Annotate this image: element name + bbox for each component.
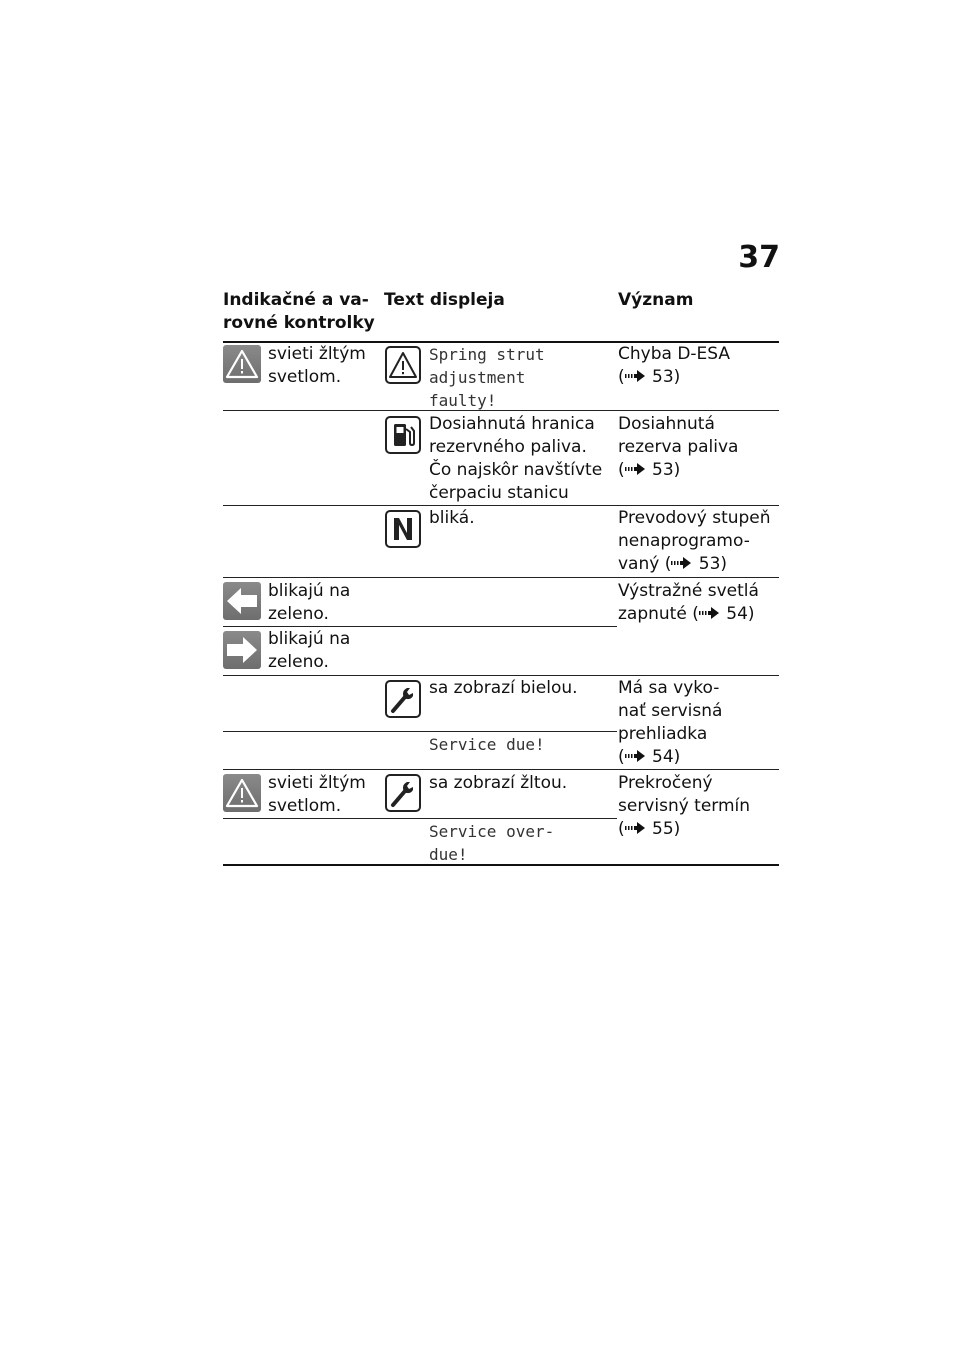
r3-meaning-line2: nenaprogramo- bbox=[618, 531, 750, 551]
r3-meaning-line1: Prevodový stupeň bbox=[618, 508, 771, 528]
r6-indicator-line2: svetlom. bbox=[268, 796, 342, 816]
r1-display-line2: adjustment bbox=[429, 368, 526, 387]
r4-reference[interactable]: ( 54) bbox=[692, 604, 755, 624]
r1-indicator-text bbox=[268, 343, 366, 389]
r4-meaning-line2-text: zapnuté bbox=[618, 604, 687, 624]
neutral-gear-icon bbox=[385, 510, 421, 548]
r6-reference-page: 55) bbox=[652, 819, 681, 839]
r4-reference-page: 54) bbox=[726, 604, 755, 624]
r2-display-line3: Čo najskôr navštívte bbox=[429, 460, 603, 480]
r2-display-text bbox=[429, 413, 602, 505]
r6-meaning-line2: servisný termín bbox=[618, 796, 751, 816]
r4b-indicator-line2: zeleno. bbox=[268, 652, 329, 672]
r6-display-b-line1: Service over- bbox=[429, 822, 555, 841]
wrench-icon bbox=[385, 680, 421, 718]
turn-right-arrow-icon bbox=[223, 631, 261, 669]
r4b-indicator-line1: blikajú na bbox=[268, 629, 351, 649]
r1-display-line1: Spring strut bbox=[429, 345, 545, 364]
r4-meaning-line1: Výstražné svetlá bbox=[618, 581, 759, 601]
r6-display-text-b bbox=[429, 820, 554, 866]
r2-reference[interactable]: ( 53) bbox=[618, 460, 681, 480]
r4a-indicator-line1: blikajú na bbox=[268, 581, 351, 601]
table-rule bbox=[223, 675, 779, 676]
r5-reference-page: 54) bbox=[652, 747, 681, 767]
r6-reference[interactable]: ( 55) bbox=[618, 819, 681, 839]
r6-meaning-line1: Prekročený bbox=[618, 773, 713, 793]
r6-display-b-line2: due! bbox=[429, 845, 468, 864]
page-reference-arrow-icon bbox=[671, 556, 693, 570]
r5-meaning-line2: nať servisná bbox=[618, 701, 723, 721]
fuel-pump-icon bbox=[385, 416, 421, 454]
r5-display-text-a: sa zobrazí bielou. bbox=[429, 678, 578, 698]
warning-triangle-icon bbox=[223, 774, 261, 812]
wrench-icon bbox=[385, 774, 421, 812]
page-reference-arrow-icon bbox=[625, 462, 647, 476]
r3-reference[interactable]: ( 53) bbox=[664, 554, 728, 574]
header-indicators-line1: Indikačné a va- bbox=[223, 290, 369, 310]
r6-indicator-text bbox=[268, 772, 366, 818]
r1-display-line3: faulty! bbox=[429, 391, 497, 410]
r3-reference-page: 53) bbox=[698, 554, 728, 574]
r5-reference[interactable]: ( 54) bbox=[618, 747, 681, 767]
table-rule bbox=[223, 818, 617, 819]
r1-reference[interactable]: ( 53) bbox=[618, 367, 681, 387]
page-reference-arrow-icon bbox=[625, 749, 647, 763]
r4a-indicator-line2: zeleno. bbox=[268, 604, 329, 624]
r2-meaning-line1: Dosiahnutá bbox=[618, 414, 715, 434]
r3-meaning bbox=[618, 507, 771, 576]
r3-meaning-line3-text: vaný bbox=[618, 554, 660, 574]
r5-meaning-line3: prehliadka bbox=[618, 724, 708, 744]
r1-display-text bbox=[429, 343, 545, 412]
page-reference-arrow-icon bbox=[699, 606, 721, 620]
header-meaning: Význam bbox=[618, 290, 694, 310]
r1-meaning-line1: Chyba D-ESA bbox=[618, 344, 731, 364]
r6-indicator-line1: svieti žltým bbox=[268, 773, 366, 793]
r2-meaning bbox=[618, 413, 738, 482]
r4-meaning-line2 bbox=[618, 603, 759, 626]
r5-meaning bbox=[618, 677, 722, 769]
r2-meaning-line2: rezerva paliva bbox=[618, 437, 739, 457]
table-rule bbox=[223, 505, 779, 506]
r5-meaning-line1: Má sa vyko- bbox=[618, 678, 720, 698]
header-indicators-line2: rovné kontrolky bbox=[223, 313, 375, 333]
r2-reference-page: 53) bbox=[652, 460, 681, 480]
page-number: 37 bbox=[738, 240, 780, 275]
table-rule bbox=[223, 731, 617, 732]
turn-left-arrow-icon bbox=[223, 582, 261, 620]
r6-meaning bbox=[618, 772, 750, 841]
header-indicators bbox=[223, 289, 375, 335]
r2-display-line4: čerpaciu stanicu bbox=[429, 483, 569, 503]
r1-reference-page: 53) bbox=[652, 367, 681, 387]
r5-display-text-b: Service due! bbox=[429, 735, 545, 754]
page-reference-arrow-icon bbox=[625, 821, 647, 835]
r3-meaning-line3 bbox=[618, 553, 771, 576]
table-rule bbox=[223, 769, 779, 770]
r6-display-text-a: sa zobrazí žltou. bbox=[429, 773, 568, 793]
r3-display-text: bliká. bbox=[429, 508, 475, 528]
r2-display-line1: Dosiahnutá hranica bbox=[429, 414, 595, 434]
r2-display-line2: rezervného paliva. bbox=[429, 437, 587, 457]
table-rule bbox=[223, 577, 779, 578]
header-display-text: Text displeja bbox=[384, 290, 505, 310]
table-rule bbox=[223, 626, 617, 627]
page-reference-arrow-icon bbox=[625, 369, 647, 383]
r4-meaning bbox=[618, 580, 759, 626]
r1-meaning bbox=[618, 343, 730, 389]
warning-triangle-icon bbox=[385, 346, 421, 384]
r1-indicator-line1: svieti žltým bbox=[268, 344, 366, 364]
r1-indicator-line2: svetlom. bbox=[268, 367, 342, 387]
r4-indicator-text-a bbox=[268, 580, 350, 626]
warning-triangle-icon bbox=[223, 345, 261, 383]
r4-indicator-text-b bbox=[268, 628, 350, 674]
